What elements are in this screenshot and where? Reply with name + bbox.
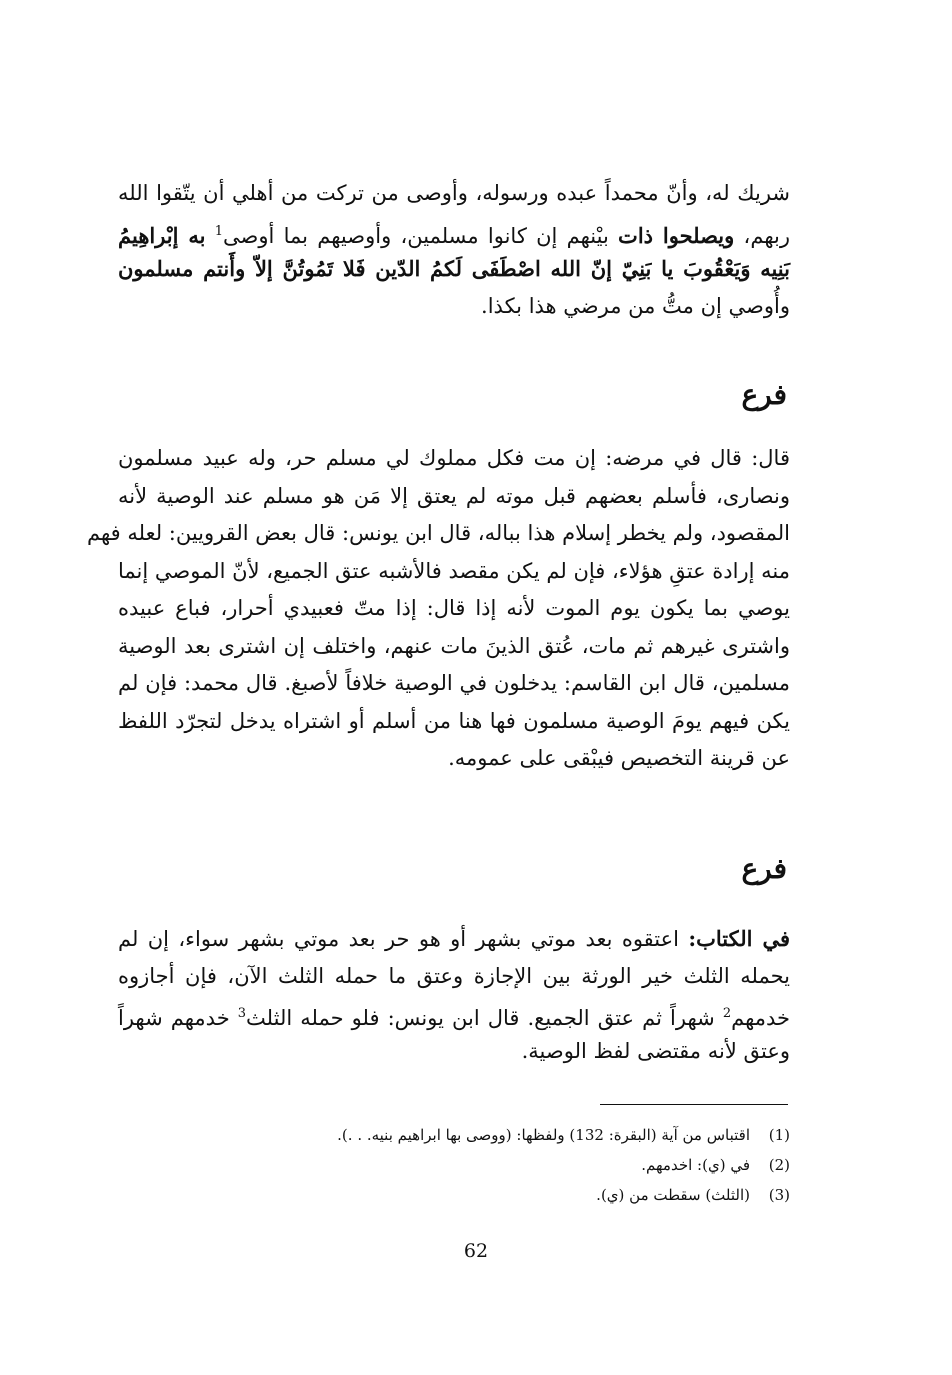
text-run: ربهم، — [734, 223, 790, 248]
paragraph-2 — [86, 440, 790, 778]
paragraph-line: منه إرادة عتقِ هؤلاء، فإن لم يكن مقصد فالأشبه عتق الجميع، لأنّ الموصي إنما — [118, 558, 790, 583]
paragraph-line — [118, 213, 790, 251]
footnote-text: في (ي): اخدمهم. — [641, 1156, 750, 1174]
footnote-divider — [600, 1104, 788, 1105]
section-heading: فرع — [741, 378, 787, 411]
footnote-number: (1) — [768, 1126, 790, 1144]
text-run: خدمهم شهراً — [118, 1006, 230, 1030]
paragraph-line: بَنِيه وَيَعْقُوبَ يا بَنِيّ إنّ الله اصْطَفَى لَكمُ الدّين فَلا تَمُوتُنَّ إلاّ وأَنتم مسلمون — [118, 256, 790, 281]
footnotes — [337, 1120, 790, 1210]
paragraph-line: عن قرينة التخصيص فيبْقى على عمومه. — [448, 746, 790, 770]
footnote-number: (3) — [768, 1186, 790, 1204]
paragraph-line — [118, 995, 790, 1033]
section-heading: فرع — [741, 852, 787, 885]
text-run: شهراً ثم عتق الجميع. قال ابن يونس: فلو حمله الثلث — [246, 1006, 715, 1030]
paragraph-line: يوصي بما يكون يوم الموت لأنه إذا قال: إذا متّ فعبيدي أحرار، فباع عبيده — [118, 596, 790, 620]
footnote-ref: 1 — [214, 223, 224, 239]
paragraph-line: وعتق لأنه مقتضى لفظ الوصية. — [521, 1038, 790, 1063]
footnote-item — [337, 1150, 790, 1180]
bold-text: في الكتاب: — [688, 926, 790, 951]
footnote-item — [337, 1120, 790, 1150]
paragraph-line: واشترى غيرهم ثم مات، عُتق الذينَ مات عنهم، واختلف إن اشترى بعد الوصية — [118, 633, 790, 658]
paragraph-line: المقصود، ولم يخطر إسلام هذا بباله، قال ابن يونس: قال بعض القرويين: لعله فهم — [86, 521, 790, 545]
paragraph-3 — [118, 920, 790, 1070]
footnote-item — [337, 1180, 790, 1210]
paragraph-line: يكن فيهم يومَ الوصية مسلمون فها هنا من أسلم أو اشتراه يدخل لتجرّد اللفظ — [118, 708, 790, 733]
page-number: 62 — [463, 1240, 489, 1262]
footnote-ref: 2 — [722, 1006, 732, 1021]
paragraph-line: قال: قال في مرضه: إن مت فكل مملوك لي مسلم حر، وله عبيد مسلمون — [118, 446, 790, 470]
footnote-ref: 3 — [237, 1006, 247, 1021]
text-run: بيْنهم إن كانوا مسلمين، وأوصيهم بما أوصى — [223, 223, 619, 248]
paragraph-line: يحمله الثلث خير الورثة بين الإجازة وعتق ما حمله الثلث الآن، فإن أجازوه — [118, 963, 790, 988]
bold-text: به إبْراهِيمُ — [118, 222, 206, 248]
footnote-number: (2) — [768, 1156, 790, 1174]
bold-text: ويصلحوا ذات — [618, 222, 735, 248]
text-run: اعتقوه بعد موتي بشهر أو هو حر بعد موتي بشهر سواء، إن لم — [118, 927, 680, 951]
paragraph-line — [118, 920, 790, 958]
paragraph-line: ونصارى، فأسلم بعضهم قبل موته لم يعتق إلا مَن هو مسلم عند الوصية لأنه — [118, 483, 790, 508]
footnote-text: (الثلث) سقطت من (ي). — [596, 1186, 750, 1204]
paragraph-line: شريك له، وأنّ محمداً عبده ورسوله، وأوصى من تركت من أهلي أن يتّقوا الله — [118, 181, 790, 205]
footnote-text: اقتباس من آية (البقرة: 132) ولفظها: (ووصى بها ابراهيم بنيه. . .). — [337, 1126, 750, 1144]
text-run: خدمهم — [731, 1006, 791, 1030]
paragraph-line: وأُوصي إن متُّ من مرضي هذا بكذا. — [481, 293, 790, 318]
paragraph-line: مسلمين، قال ابن القاسم: يدخلون في الوصية خلافاً لأصبغ. قال محمد: فإن لم — [118, 671, 790, 695]
paragraph-1 — [118, 175, 790, 325]
